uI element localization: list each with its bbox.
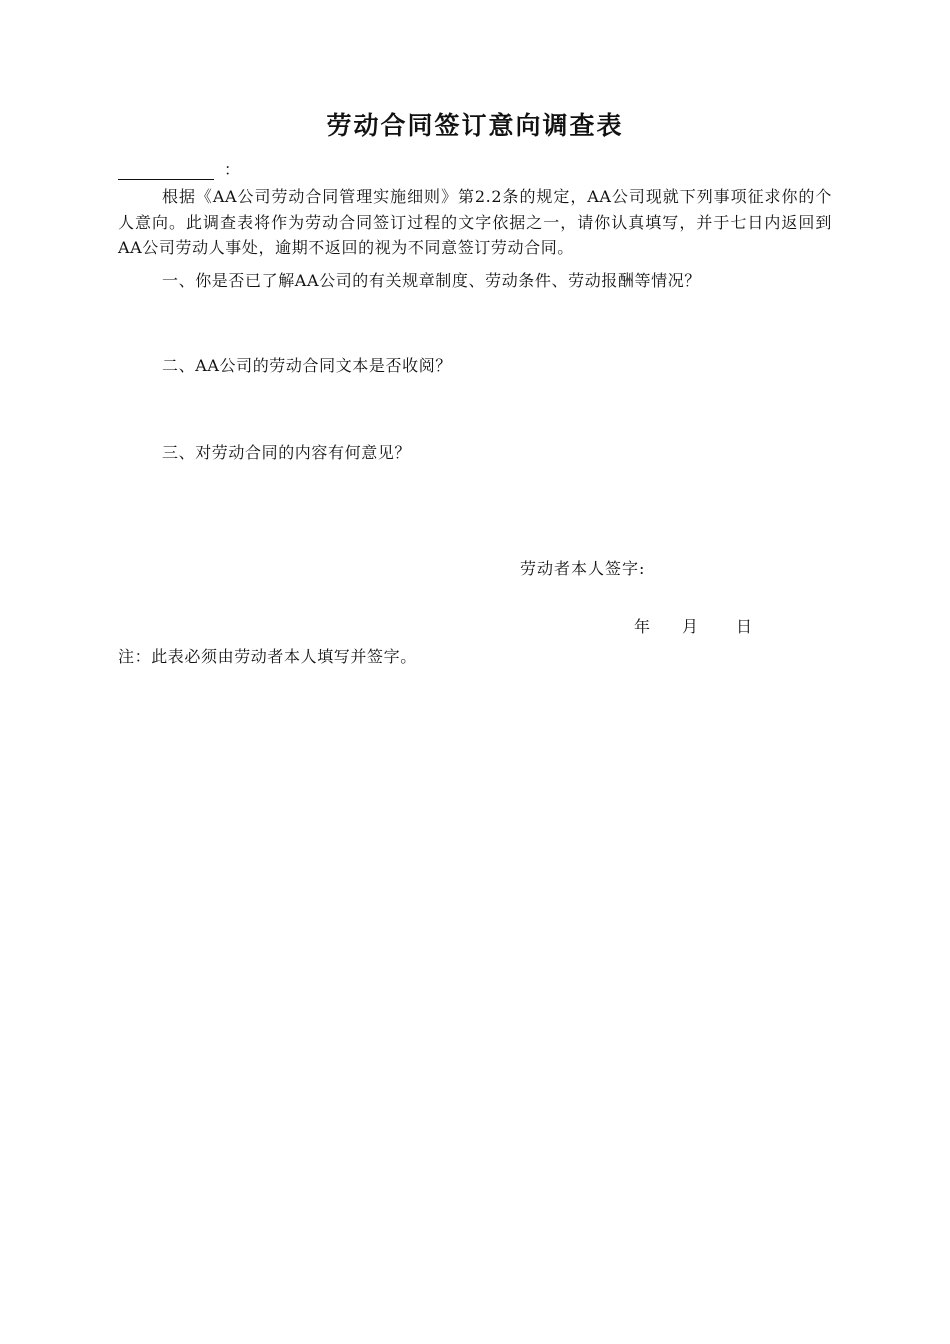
intro-paragraph: 根据《AA公司劳动合同管理实施细则》第2.2条的规定，AA公司现就下列事项征求你的个人意向。此调查表将作为劳动合同签订过程的文字依据之一，请你认真填写，并于七日内返回到AA公司劳动人事处，逾期不返回的视为不同意签订劳动合同。 <box>118 187 832 257</box>
salutation-colon: ： <box>224 160 241 179</box>
recipient-name-blank[interactable] <box>118 163 214 180</box>
question-1: 一、你是否已了解AA公司的有关规章制度、劳动条件、劳动报酬等情况？ <box>162 271 701 290</box>
salutation <box>118 158 240 180</box>
date-line <box>634 614 756 637</box>
date-day: 日 <box>736 617 753 636</box>
signature-label: 劳动者本人签字: <box>520 559 646 578</box>
date-year: 年 <box>634 617 651 636</box>
question-2: 二、AA公司的劳动合同文本是否收阅？ <box>162 356 452 375</box>
footnote: 注：此表必须由劳动者本人填写并签字。 <box>118 647 417 666</box>
document-title: 劳动合同签订意向调查表 <box>326 111 624 140</box>
date-month: 月 <box>682 617 699 636</box>
question-3: 三、对劳动合同的内容有何意见？ <box>162 443 412 462</box>
